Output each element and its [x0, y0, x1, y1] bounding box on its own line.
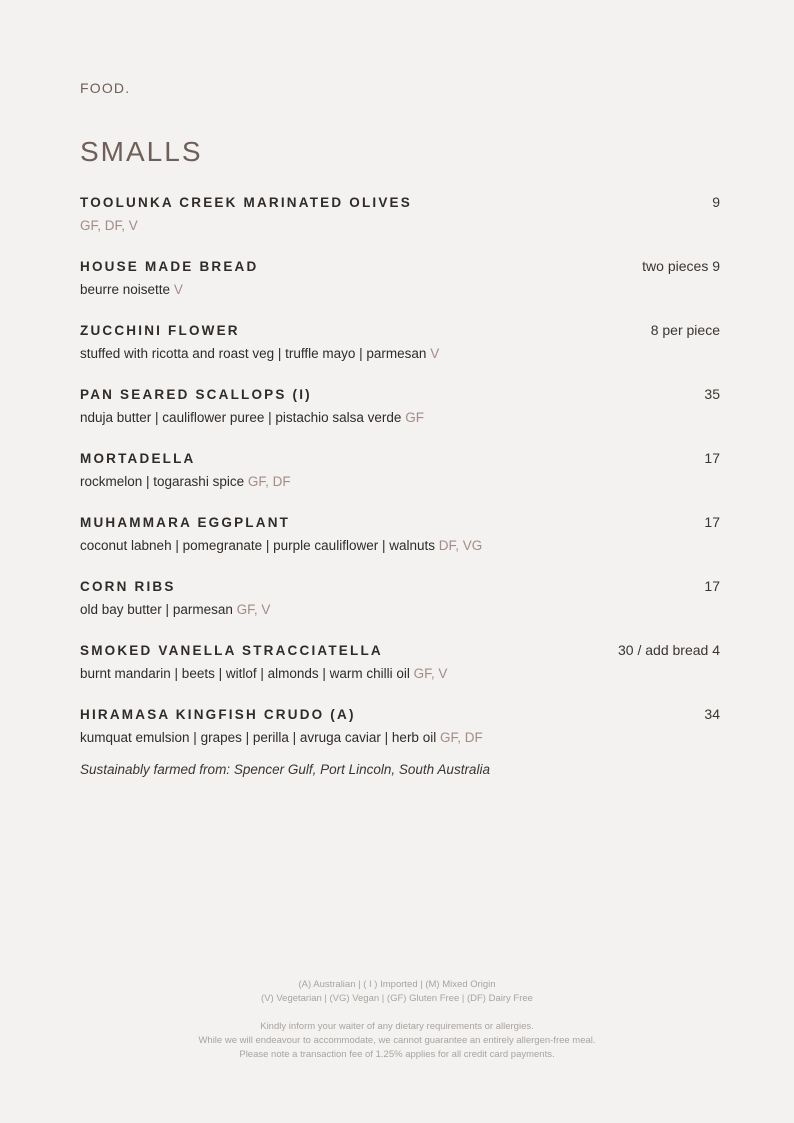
menu-item-zucchini-flower: [80, 322, 720, 386]
item-price: 9: [712, 194, 720, 210]
menu-list: [80, 194, 720, 770]
origin-dietary-legend: [0, 978, 794, 1006]
dietary-tags: V: [173, 282, 183, 297]
item-description-text: burnt mandarin | beets | witlof | almonds | warm chilli oil: [80, 666, 414, 681]
item-price: 17: [704, 514, 720, 530]
notice-line: While we will endeavour to accommodate, we cannot guarantee an entirely allergen-free meal.: [198, 1035, 596, 1046]
item-price: 17: [704, 450, 720, 466]
legend-origin-line: (A) Australian | ( I ) Imported | (M) Mixed Origin: [298, 979, 496, 990]
item-description: [80, 601, 720, 619]
item-description: [80, 665, 720, 683]
item-name: MUHAMMARA EGGPLANT: [80, 515, 291, 530]
item-name: TOOLUNKA CREEK MARINATED OLIVES: [80, 195, 412, 210]
item-price: 30 / add bread 4: [618, 642, 720, 658]
dietary-tags: GF, V: [413, 666, 448, 681]
legend-dietary-line: (V) Vegetarian | (VG) Vegan | (GF) Gluten Free | (DF) Dairy Free: [261, 993, 533, 1004]
allergy-notice: [0, 1020, 794, 1062]
menu-item-kingfish-crudo: [80, 706, 720, 770]
menu-item-olives: [80, 194, 720, 258]
item-description: [80, 409, 720, 427]
dietary-tags: GF, DF: [247, 474, 291, 489]
item-description: [80, 729, 720, 747]
item-price: 8 per piece: [650, 322, 720, 338]
item-price: two pieces 9: [642, 258, 720, 274]
menu-item-scallops: [80, 386, 720, 450]
item-name: HIRAMASA KINGFISH CRUDO (A): [80, 707, 356, 722]
item-price: 34: [704, 706, 720, 722]
dietary-tags: GF, DF: [439, 730, 483, 745]
item-name: PAN SEARED SCALLOPS (I): [80, 387, 312, 402]
item-price: 35: [704, 386, 720, 402]
item-description-text: kumquat emulsion | grapes | perilla | avruga caviar | herb oil: [80, 730, 440, 745]
item-name: ZUCCHINI FLOWER: [80, 323, 240, 338]
menu-item-mortadella: [80, 450, 720, 514]
item-description-text: nduja butter | cauliflower puree | pistachio salsa verde: [80, 410, 406, 425]
menu-item-eggplant: [80, 514, 720, 578]
dietary-tags: GF, DF, V: [80, 218, 138, 233]
sustainability-note: Sustainably farmed from: Spencer Gulf, Port Lincoln, South Australia: [80, 762, 490, 777]
dietary-tags: DF, VG: [438, 538, 483, 553]
dietary-tags: GF, V: [236, 602, 271, 617]
item-description: [80, 345, 720, 363]
item-description: [80, 537, 720, 555]
dietary-tags: V: [430, 346, 440, 361]
item-name: SMOKED VANELLA STRACCIATELLA: [80, 643, 383, 658]
item-description-text: coconut labneh | pomegranate | purple cauliflower | walnuts: [80, 538, 439, 553]
page-label: FOOD.: [80, 80, 131, 96]
item-description: [80, 217, 720, 235]
notice-line: Kindly inform your waiter of any dietary requirements or allergies.: [260, 1021, 534, 1032]
item-name: MORTADELLA: [80, 451, 196, 466]
item-price: 17: [704, 578, 720, 594]
menu-item-bread: [80, 258, 720, 322]
notice-line: Please note a transaction fee of 1.25% applies for all credit card payments.: [239, 1049, 555, 1060]
dietary-tags: GF: [405, 410, 424, 425]
item-name: CORN RIBS: [80, 579, 176, 594]
item-description: [80, 281, 720, 299]
item-description-text: rockmelon | togarashi spice: [80, 474, 248, 489]
item-name: HOUSE MADE BREAD: [80, 259, 259, 274]
item-description-text: old bay butter | parmesan: [80, 602, 237, 617]
section-title: SMALLS: [80, 136, 203, 167]
menu-item-corn-ribs: [80, 578, 720, 642]
item-description-text: stuffed with ricotta and roast veg | truffle mayo | parmesan: [80, 346, 431, 361]
menu-item-stracciatella: [80, 642, 720, 706]
item-description: [80, 473, 720, 491]
item-description-text: beurre noisette: [80, 282, 174, 297]
